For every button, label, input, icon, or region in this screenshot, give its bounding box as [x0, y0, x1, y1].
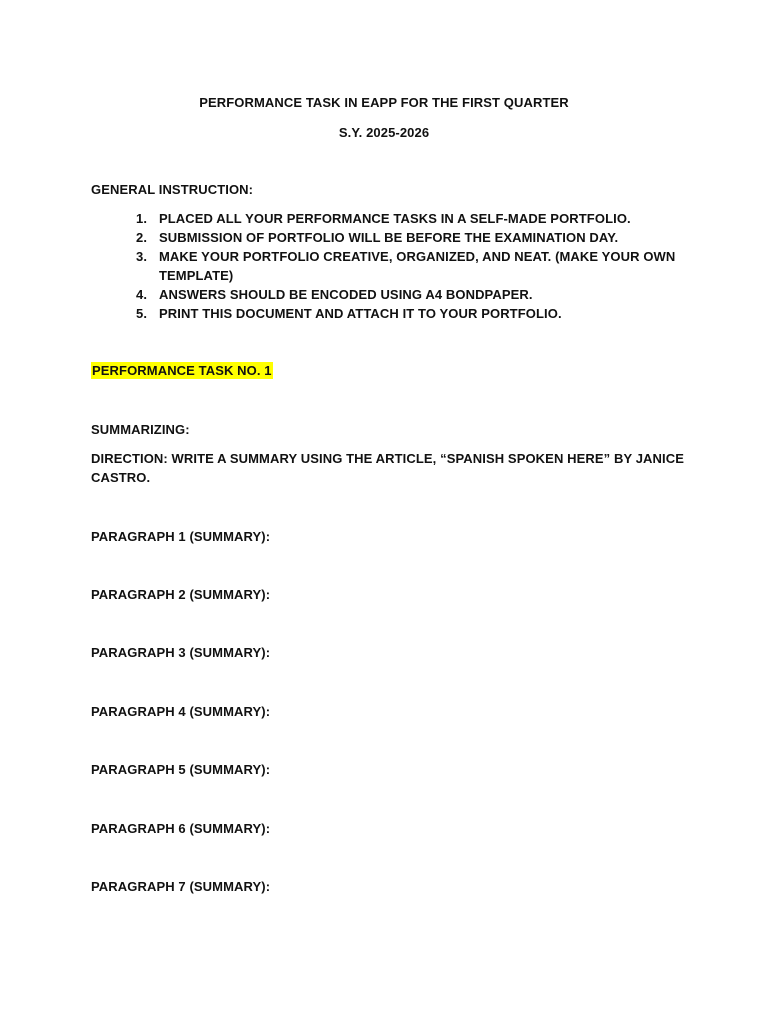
- paragraph-summary-label: PARAGRAPH 6 (SUMMARY):: [91, 821, 271, 836]
- instruction-item: 4. ANSWERS SHOULD BE ENCODED USING A4 BONDPAPER.: [136, 287, 533, 302]
- instruction-item: 2. SUBMISSION OF PORTFOLIO WILL BE BEFORE THE EXAMINATION DAY.: [136, 230, 619, 245]
- section-label: SUMMARIZING:: [91, 422, 190, 437]
- paragraph-summary-label: PARAGRAPH 1 (SUMMARY):: [91, 529, 271, 544]
- document-title: PERFORMANCE TASK IN EAPP FOR THE FIRST QUARTER: [199, 95, 569, 110]
- paragraph-summary-label: PARAGRAPH 3 (SUMMARY):: [91, 645, 271, 660]
- paragraph-summary-label: PARAGRAPH 5 (SUMMARY):: [91, 762, 271, 777]
- instruction-list: [132, 209, 692, 323]
- instruction-item: 5. PRINT THIS DOCUMENT AND ATTACH IT TO YOUR PORTFOLIO.: [136, 306, 562, 321]
- direction-line-1: DIRECTION: WRITE A SUMMARY USING THE ARTICLE, “SPANISH SPOKEN HERE” BY JANICE: [91, 451, 684, 466]
- direction-line-2: CASTRO.: [91, 470, 151, 485]
- paragraph-summary-label: PARAGRAPH 7 (SUMMARY):: [91, 879, 271, 894]
- paragraph-summary-label: PARAGRAPH 2 (SUMMARY):: [91, 587, 271, 602]
- general-instruction-heading: GENERAL INSTRUCTION:: [91, 182, 254, 197]
- school-year: S.Y. 2025-2026: [338, 125, 430, 140]
- instruction-item: 3. MAKE YOUR PORTFOLIO CREATIVE, ORGANIZED, AND NEAT. (MAKE YOUR OWN TEMPLATE): [136, 249, 676, 283]
- performance-task-heading: [91, 361, 273, 380]
- highlighted-heading: PERFORMANCE TASK NO. 1: [92, 363, 272, 378]
- instruction-item: 1. PLACED ALL YOUR PERFORMANCE TASKS IN A SELF-MADE PORTFOLIO.: [136, 211, 631, 226]
- paragraph-summary-label: PARAGRAPH 4 (SUMMARY):: [91, 704, 271, 719]
